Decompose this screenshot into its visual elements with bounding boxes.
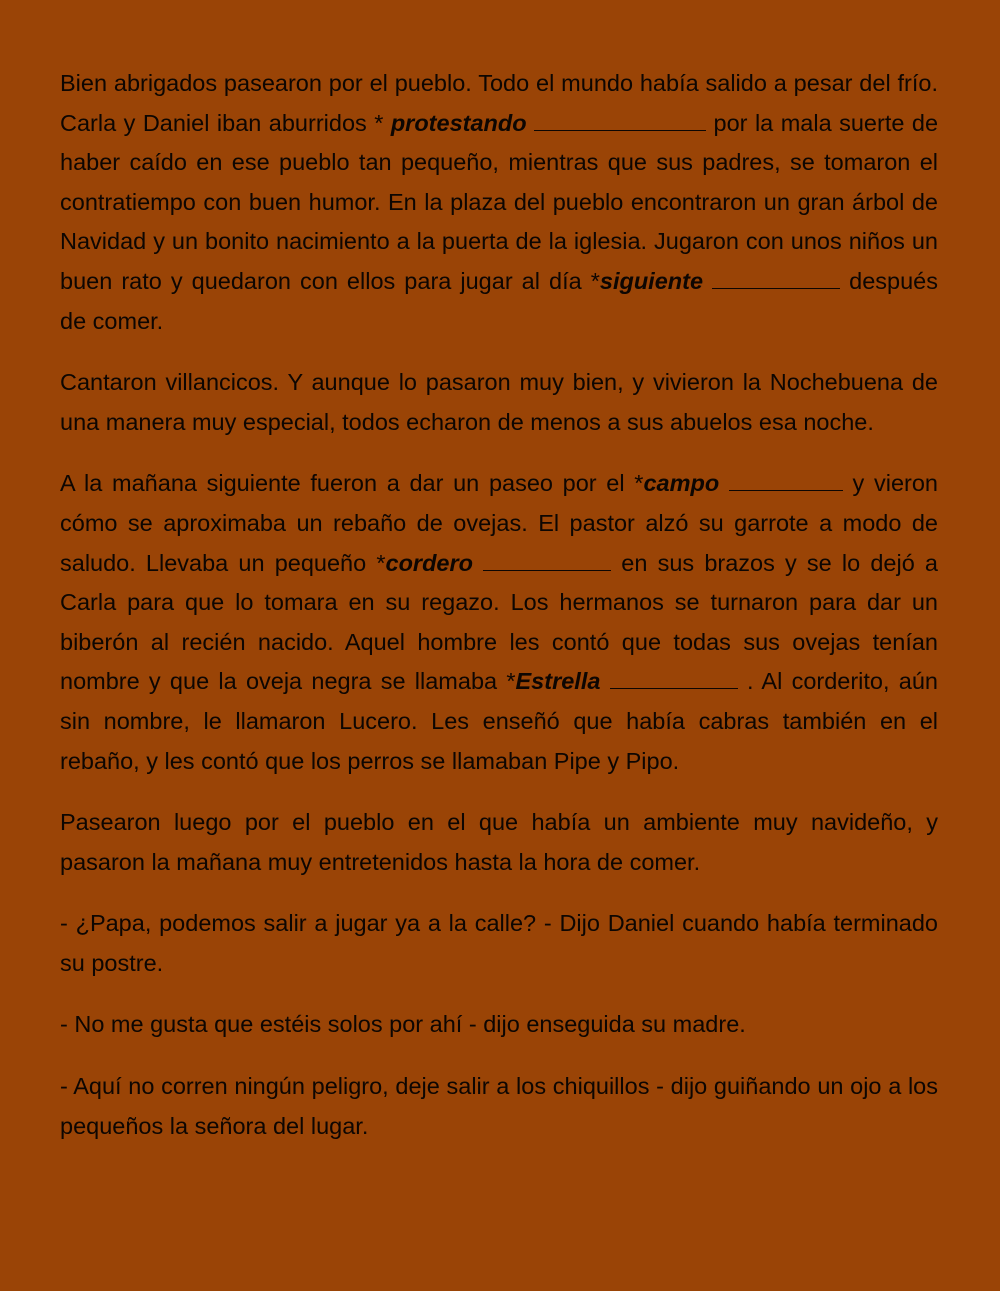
paragraph-2: Cantaron villancicos. Y aunque lo pasaron muy bien, y vivieron la Nochebuena de una manera muy especial, todos echaron de menos a sus abuelos esa noche.: [60, 369, 938, 435]
paragraph-5: - ¿Papa, podemos salir a jugar ya a la calle? - Dijo Daniel cuando había terminado su postre.: [60, 910, 938, 976]
keyword-cordero: cordero: [385, 549, 473, 576]
answer-blank-3[interactable]: [729, 472, 843, 491]
paragraph-3: [60, 464, 938, 781]
text-segment: . Al corderito, aún sin nombre, le llamaron Lucero. Les enseñó que había cabras también en el rebaño, y les contó que los perros se llamaban Pipe y Pipo.: [60, 668, 938, 774]
answer-blank-4[interactable]: [483, 552, 611, 571]
paragraph-1: [60, 64, 938, 341]
paragraph-7: - Aquí no corren ningún peligro, deje salir a los chiquillos - dijo guiñando un ojo a los pequeños la señora del lugar.: [60, 1073, 938, 1139]
text-segment: Bien abrigados pasearon por el pueblo. Todo el mundo había salido a pesar del frío. Carla y Daniel iban aburridos *: [60, 70, 938, 136]
keyword-estrella: Estrella: [515, 668, 601, 695]
keyword-protestando: protestando: [390, 109, 527, 136]
text-segment: A la mañana siguiente fueron a dar un paseo por el *: [60, 470, 644, 497]
text-segment: después de comer.: [60, 267, 938, 334]
keyword-campo: campo: [643, 470, 720, 497]
paragraph-6: - No me gusta que estéis solos por ahí - dijo enseguida su madre.: [60, 1011, 746, 1038]
text-segment: y vieron cómo se aproximaba un rebaño de ovejas. El pastor alzó su garrote a modo de saludo. Llevaba un pequeño *: [60, 470, 938, 576]
answer-blank-2[interactable]: [712, 270, 840, 289]
document-page: [60, 64, 938, 1168]
keyword-siguiente: siguiente: [599, 267, 704, 294]
answer-blank-1[interactable]: [534, 112, 706, 131]
text-segment: por la mala suerte de haber caído en ese pueblo tan pequeño, mientras que sus padres, se tomaron el contratiempo con buen humor. En la plaza del pueblo encontraron un gran árbol de Navidad y un bonito nacimiento a la puerta de la iglesia. Jugaron con unos niños un buen rato y quedaron con ellos para jugar al día *: [60, 109, 939, 294]
answer-blank-5[interactable]: [610, 670, 738, 689]
text-segment: en sus brazos y se lo dejó a Carla para que lo tomara en su regazo. Los hermanos se turnaron para dar un biberón al recién nacido. Aquel hombre les contó que todas sus ovejas tenían nombre y que la oveja negra se llamaba *: [60, 549, 938, 695]
paragraph-4: Pasearon luego por el pueblo en el que había un ambiente muy navideño, y pasaron la mañana muy entretenidos hasta la hora de comer.: [60, 809, 938, 875]
